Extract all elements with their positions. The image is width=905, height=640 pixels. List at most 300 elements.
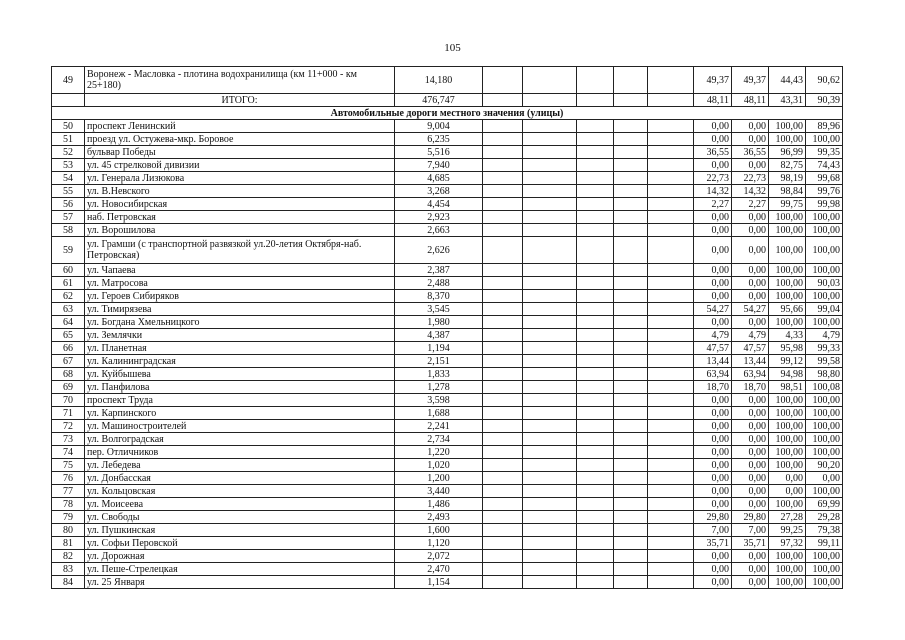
- road-length: 14,180: [395, 67, 483, 94]
- row-number: 68: [52, 368, 85, 381]
- empty-cell: [648, 94, 694, 107]
- empty-cell: [483, 185, 523, 198]
- empty-cell: [577, 277, 614, 290]
- value-3: 100,00: [769, 498, 806, 511]
- value-2: 36,55: [732, 146, 769, 159]
- road-length: 1,194: [395, 342, 483, 355]
- empty-cell: [614, 133, 648, 146]
- road-length: 4,685: [395, 172, 483, 185]
- table-row: [52, 290, 843, 303]
- table-row: [52, 277, 843, 290]
- value-4: 100,00: [806, 420, 843, 433]
- value-2: 0,00: [732, 224, 769, 237]
- value-3: 100,00: [769, 394, 806, 407]
- value-4: 90,62: [806, 67, 843, 94]
- empty-cell: [648, 563, 694, 576]
- empty-cell: [577, 211, 614, 224]
- empty-cell: [648, 133, 694, 146]
- value-3: 94,98: [769, 368, 806, 381]
- value-1: 0,00: [694, 407, 732, 420]
- empty-cell: [577, 172, 614, 185]
- empty-cell: [523, 485, 577, 498]
- row-number: 77: [52, 485, 85, 498]
- value-4: 100,00: [806, 316, 843, 329]
- value-2: 0,00: [732, 459, 769, 472]
- empty-cell: [614, 290, 648, 303]
- empty-cell: [523, 524, 577, 537]
- empty-cell: [483, 342, 523, 355]
- value-1: 0,00: [694, 224, 732, 237]
- value-1: 0,00: [694, 459, 732, 472]
- value-3: 27,28: [769, 511, 806, 524]
- value-1: 0,00: [694, 563, 732, 576]
- empty-cell: [483, 537, 523, 550]
- road-name: ул. Пушкинская: [85, 524, 395, 537]
- value-2: 35,71: [732, 537, 769, 550]
- value-2: 0,00: [732, 133, 769, 146]
- value-1: 14,32: [694, 185, 732, 198]
- empty-cell: [648, 198, 694, 211]
- road-name: ул. 25 Января: [85, 576, 395, 589]
- value-2: 49,37: [732, 67, 769, 94]
- row-number: 61: [52, 277, 85, 290]
- empty-cell: [577, 576, 614, 589]
- empty-cell: [523, 67, 577, 94]
- value-3: 96,99: [769, 146, 806, 159]
- empty-cell: [483, 459, 523, 472]
- road-length: 9,004: [395, 120, 483, 133]
- empty-cell: [648, 277, 694, 290]
- empty-cell: [577, 472, 614, 485]
- road-length: 1,220: [395, 446, 483, 459]
- value-4: 90,20: [806, 459, 843, 472]
- value-4: 100,08: [806, 381, 843, 394]
- empty-cell: [577, 550, 614, 563]
- table-row: [52, 133, 843, 146]
- value-2: 0,00: [732, 316, 769, 329]
- empty-cell: [483, 133, 523, 146]
- road-length: 1,486: [395, 498, 483, 511]
- empty-cell: [483, 290, 523, 303]
- value-4: 100,00: [806, 237, 843, 264]
- road-length: 2,923: [395, 211, 483, 224]
- empty-cell: [577, 224, 614, 237]
- empty-cell: [523, 407, 577, 420]
- empty-cell: [523, 355, 577, 368]
- value-4: 99,04: [806, 303, 843, 316]
- empty-cell: [614, 563, 648, 576]
- empty-cell: [614, 381, 648, 394]
- empty-cell: [614, 576, 648, 589]
- empty-cell: [577, 133, 614, 146]
- empty-cell: [523, 264, 577, 277]
- row-number: 59: [52, 237, 85, 264]
- road-name: ул. Карпинского: [85, 407, 395, 420]
- empty-cell: [483, 563, 523, 576]
- value-2: 0,00: [732, 159, 769, 172]
- value-2: 18,70: [732, 381, 769, 394]
- road-name: ул. Кольцовская: [85, 485, 395, 498]
- empty-cell: [614, 355, 648, 368]
- empty-cell: [648, 211, 694, 224]
- empty-cell: [523, 185, 577, 198]
- table-row: [52, 198, 843, 211]
- value-1: 47,57: [694, 342, 732, 355]
- empty-cell: [483, 524, 523, 537]
- empty-cell: [577, 185, 614, 198]
- value-1: 0,00: [694, 237, 732, 264]
- value-4: 100,00: [806, 264, 843, 277]
- table-row: [52, 120, 843, 133]
- value-3: 100,00: [769, 224, 806, 237]
- empty-cell: [523, 159, 577, 172]
- empty-cell: [523, 563, 577, 576]
- row-number: 84: [52, 576, 85, 589]
- empty-cell: [483, 381, 523, 394]
- road-length: 7,940: [395, 159, 483, 172]
- value-4: 100,00: [806, 433, 843, 446]
- empty-cell: [614, 172, 648, 185]
- empty-cell: [523, 224, 577, 237]
- empty-cell: [614, 420, 648, 433]
- empty-cell: [523, 446, 577, 459]
- table-row: [52, 394, 843, 407]
- value-3: 95,98: [769, 342, 806, 355]
- road-length: 8,370: [395, 290, 483, 303]
- road-name: пер. Отличников: [85, 446, 395, 459]
- road-length: 1,600: [395, 524, 483, 537]
- road-name: ул. Панфилова: [85, 381, 395, 394]
- road-length: 2,072: [395, 550, 483, 563]
- empty-cell: [648, 159, 694, 172]
- empty-cell: [648, 407, 694, 420]
- empty-cell: [523, 316, 577, 329]
- value-2: 54,27: [732, 303, 769, 316]
- value-3: 100,00: [769, 277, 806, 290]
- empty-cell: [483, 146, 523, 159]
- empty-cell: [614, 159, 648, 172]
- row-number: 50: [52, 120, 85, 133]
- road-length: 3,268: [395, 185, 483, 198]
- value-3: 100,00: [769, 576, 806, 589]
- value-3: 100,00: [769, 264, 806, 277]
- value-1: 54,27: [694, 303, 732, 316]
- value-1: 0,00: [694, 316, 732, 329]
- value-3: 0,00: [769, 485, 806, 498]
- empty-cell: [614, 537, 648, 550]
- section-header-row: [52, 107, 843, 120]
- value-3: 100,00: [769, 120, 806, 133]
- road-length: 1,278: [395, 381, 483, 394]
- road-name: ул. Генерала Лизюкова: [85, 172, 395, 185]
- empty-cell: [648, 146, 694, 159]
- empty-cell: [577, 420, 614, 433]
- value-3: 99,12: [769, 355, 806, 368]
- road-name: ул. В.Невского: [85, 185, 395, 198]
- value-3: 100,00: [769, 407, 806, 420]
- value-1: 0,00: [694, 472, 732, 485]
- value-4: 100,00: [806, 407, 843, 420]
- empty-cell: [577, 120, 614, 133]
- empty-cell: [483, 303, 523, 316]
- empty-cell: [483, 329, 523, 342]
- value-2: 4,79: [732, 329, 769, 342]
- page-number: 105: [444, 42, 461, 54]
- value-3: 100,00: [769, 446, 806, 459]
- value-1: 49,37: [694, 67, 732, 94]
- row-number: 57: [52, 211, 85, 224]
- value-3: 4,33: [769, 329, 806, 342]
- row-number: 80: [52, 524, 85, 537]
- value-3: 100,00: [769, 133, 806, 146]
- row-number: 65: [52, 329, 85, 342]
- empty-cell: [523, 133, 577, 146]
- value-1: 22,73: [694, 172, 732, 185]
- road-length: 1,833: [395, 368, 483, 381]
- value-1: 0,00: [694, 264, 732, 277]
- empty-cell: [483, 355, 523, 368]
- total-length: 476,747: [395, 94, 483, 107]
- empty-cell: [523, 459, 577, 472]
- empty-cell: [483, 94, 523, 107]
- value-3: 99,75: [769, 198, 806, 211]
- row-number: 69: [52, 381, 85, 394]
- empty-cell: [483, 433, 523, 446]
- table-row: [52, 576, 843, 589]
- row-number: 74: [52, 446, 85, 459]
- empty-cell: [614, 237, 648, 264]
- total-value-4: 90,39: [806, 94, 843, 107]
- value-4: 69,99: [806, 498, 843, 511]
- value-3: 99,25: [769, 524, 806, 537]
- value-4: 99,98: [806, 198, 843, 211]
- empty-cell: [648, 316, 694, 329]
- value-2: 0,00: [732, 277, 769, 290]
- empty-cell: [523, 394, 577, 407]
- empty-cell: [483, 211, 523, 224]
- value-3: 100,00: [769, 459, 806, 472]
- empty-cell: [614, 433, 648, 446]
- value-3: 100,00: [769, 563, 806, 576]
- value-1: 13,44: [694, 355, 732, 368]
- empty-cell: [483, 224, 523, 237]
- table-row: [52, 185, 843, 198]
- road-name: проспект Труда: [85, 394, 395, 407]
- value-4: 100,00: [806, 485, 843, 498]
- empty-cell: [577, 67, 614, 94]
- road-name: ул. Героев Сибиряков: [85, 290, 395, 303]
- value-4: 100,00: [806, 563, 843, 576]
- value-2: 0,00: [732, 264, 769, 277]
- empty-cell: [648, 459, 694, 472]
- value-2: 0,00: [732, 433, 769, 446]
- road-length: 3,440: [395, 485, 483, 498]
- empty-cell: [648, 420, 694, 433]
- row-number: 49: [52, 67, 85, 94]
- empty-cell: [523, 368, 577, 381]
- road-name: ул. Планетная: [85, 342, 395, 355]
- road-length: 2,488: [395, 277, 483, 290]
- value-4: 100,00: [806, 224, 843, 237]
- empty-cell: [523, 472, 577, 485]
- empty-cell: [577, 537, 614, 550]
- empty-cell: [614, 211, 648, 224]
- empty-cell: [614, 329, 648, 342]
- section-title: Автомобильные дороги местного значения (улицы): [52, 107, 843, 120]
- table-row: [52, 433, 843, 446]
- value-4: 79,38: [806, 524, 843, 537]
- empty-cell: [648, 524, 694, 537]
- value-3: 100,00: [769, 550, 806, 563]
- table-row: [52, 446, 843, 459]
- value-2: 0,00: [732, 290, 769, 303]
- value-2: 0,00: [732, 394, 769, 407]
- table-row: [52, 381, 843, 394]
- empty-cell: [523, 303, 577, 316]
- road-name: ул. Ворошилова: [85, 224, 395, 237]
- empty-cell: [483, 172, 523, 185]
- value-1: 2,27: [694, 198, 732, 211]
- empty-cell: [614, 224, 648, 237]
- empty-cell: [523, 420, 577, 433]
- empty-cell: [577, 524, 614, 537]
- value-2: 47,57: [732, 342, 769, 355]
- empty-cell: [523, 237, 577, 264]
- empty-cell: [577, 485, 614, 498]
- row-number: 82: [52, 550, 85, 563]
- table-row: [52, 172, 843, 185]
- empty-cell: [523, 329, 577, 342]
- empty-cell: [483, 485, 523, 498]
- road-length: 6,235: [395, 133, 483, 146]
- value-4: 99,35: [806, 146, 843, 159]
- table-row: [52, 537, 843, 550]
- empty-cell: [483, 237, 523, 264]
- empty-cell: [648, 329, 694, 342]
- value-2: 7,00: [732, 524, 769, 537]
- road-length: 4,454: [395, 198, 483, 211]
- value-2: 0,00: [732, 485, 769, 498]
- row-number: 63: [52, 303, 85, 316]
- value-2: 29,80: [732, 511, 769, 524]
- value-1: 0,00: [694, 446, 732, 459]
- value-3: 95,66: [769, 303, 806, 316]
- empty-cell: [577, 146, 614, 159]
- empty-cell: [523, 146, 577, 159]
- empty-cell: [614, 185, 648, 198]
- empty-cell: [577, 368, 614, 381]
- road-name: ул. Волгоградская: [85, 433, 395, 446]
- table-row: [52, 264, 843, 277]
- value-3: 98,84: [769, 185, 806, 198]
- road-name: ул. Богдана Хмельницкого: [85, 316, 395, 329]
- road-length: 5,516: [395, 146, 483, 159]
- value-1: 4,79: [694, 329, 732, 342]
- empty-cell: [577, 498, 614, 511]
- road-name: ул. Дорожная: [85, 550, 395, 563]
- road-name: проспект Ленинский: [85, 120, 395, 133]
- row-number: 73: [52, 433, 85, 446]
- value-3: 100,00: [769, 290, 806, 303]
- value-3: 100,00: [769, 433, 806, 446]
- empty-cell: [483, 550, 523, 563]
- empty-cell: [614, 485, 648, 498]
- empty-cell: [614, 511, 648, 524]
- row-number: 60: [52, 264, 85, 277]
- total-value-1: 48,11: [694, 94, 732, 107]
- empty-cell: [577, 381, 614, 394]
- row-number: 51: [52, 133, 85, 146]
- road-name: ул. Землячки: [85, 329, 395, 342]
- row-number: 56: [52, 198, 85, 211]
- row-number: 62: [52, 290, 85, 303]
- empty-cell: [577, 94, 614, 107]
- empty-cell: [483, 316, 523, 329]
- empty-cell: [577, 433, 614, 446]
- table-row: [52, 368, 843, 381]
- empty-cell: [614, 459, 648, 472]
- empty-cell: [614, 67, 648, 94]
- empty-cell: [523, 537, 577, 550]
- empty-cell: [483, 277, 523, 290]
- empty-cell: [483, 498, 523, 511]
- empty-cell: [614, 446, 648, 459]
- empty-cell: [614, 550, 648, 563]
- table-row: [52, 316, 843, 329]
- empty-cell: [523, 342, 577, 355]
- value-4: 99,58: [806, 355, 843, 368]
- value-4: 74,43: [806, 159, 843, 172]
- empty-cell: [648, 67, 694, 94]
- row-number: 70: [52, 394, 85, 407]
- empty-cell: [614, 303, 648, 316]
- value-1: 63,94: [694, 368, 732, 381]
- value-3: 100,00: [769, 316, 806, 329]
- row-number: 78: [52, 498, 85, 511]
- value-3: 44,43: [769, 67, 806, 94]
- empty-cell: [614, 394, 648, 407]
- road-name: ул. Моисеева: [85, 498, 395, 511]
- road-length: 2,241: [395, 420, 483, 433]
- value-1: 0,00: [694, 433, 732, 446]
- road-length: 3,545: [395, 303, 483, 316]
- empty-cell: [523, 172, 577, 185]
- empty-cell: [648, 576, 694, 589]
- value-1: 35,71: [694, 537, 732, 550]
- value-1: 0,00: [694, 290, 732, 303]
- table-row: [52, 355, 843, 368]
- value-1: 29,80: [694, 511, 732, 524]
- empty-cell: [648, 511, 694, 524]
- empty-cell: [648, 446, 694, 459]
- value-3: 98,51: [769, 381, 806, 394]
- value-1: 0,00: [694, 394, 732, 407]
- row-number: 55: [52, 185, 85, 198]
- road-length: 2,151: [395, 355, 483, 368]
- road-length: 2,663: [395, 224, 483, 237]
- road-name: ул. Пеше-Стрелецкая: [85, 563, 395, 576]
- empty-cell: [577, 511, 614, 524]
- table-row: [52, 485, 843, 498]
- empty-cell: [483, 472, 523, 485]
- table-row: [52, 420, 843, 433]
- empty-cell: [483, 394, 523, 407]
- row-number: 81: [52, 537, 85, 550]
- road-name: ул. 45 стрелковой дивизии: [85, 159, 395, 172]
- row-number: 83: [52, 563, 85, 576]
- empty-cell: [483, 67, 523, 94]
- empty-cell: [577, 329, 614, 342]
